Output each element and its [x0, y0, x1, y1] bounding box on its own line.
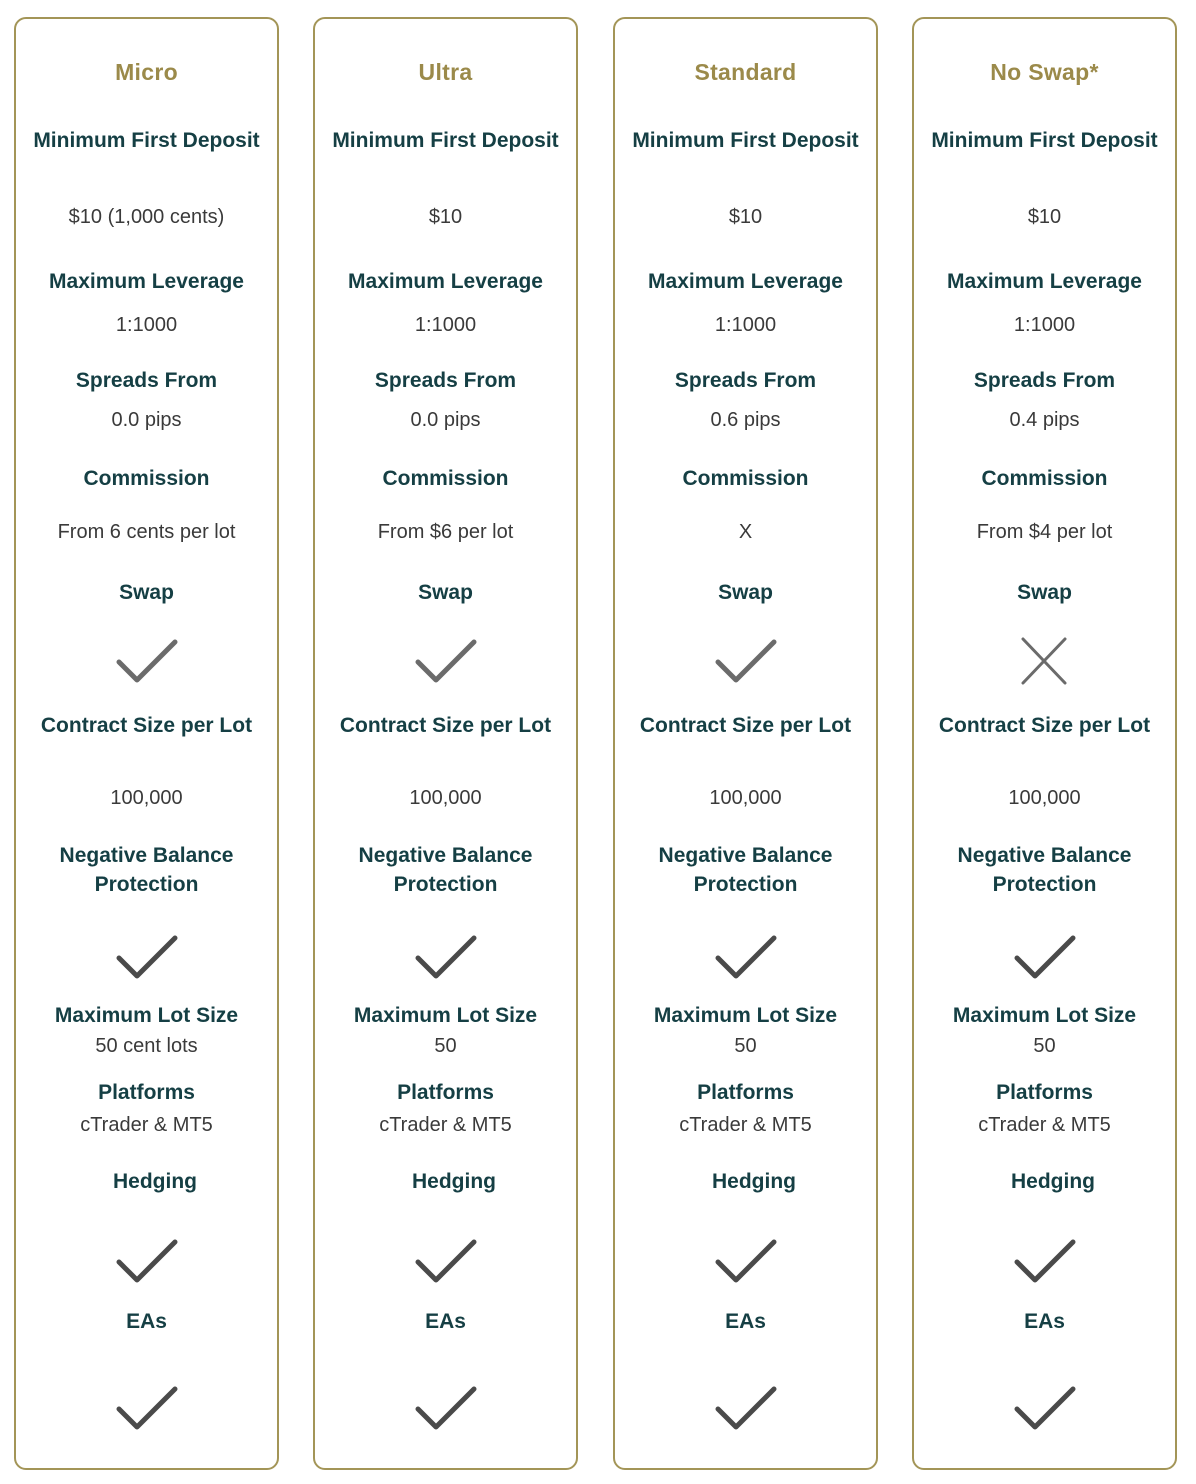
neg-balance-label: Negative Balance Protection: [59, 844, 234, 896]
swap-label: Swap: [119, 581, 174, 604]
check-icon: [1013, 1236, 1077, 1286]
eas-label: EAs: [425, 1310, 466, 1333]
min-deposit-value: $10: [428, 206, 463, 228]
min-deposit-value: $10 (1,000 cents): [68, 206, 225, 228]
platforms-value: cTrader & MT5: [679, 1114, 812, 1136]
max-leverage-label: Maximum Leverage: [947, 270, 1142, 293]
contract-size-label: Contract Size per Lot: [40, 714, 253, 737]
commission-label: Commission: [981, 467, 1108, 490]
check-icon: [714, 636, 778, 686]
platforms-label: Platforms: [98, 1081, 195, 1104]
check-icon: [115, 1383, 179, 1433]
hedging-label: Hedging: [412, 1170, 496, 1193]
min-deposit-label: Minimum First Deposit: [931, 129, 1158, 152]
hedging-label: Hedging: [113, 1170, 197, 1193]
commission-value: From $4 per lot: [976, 521, 1113, 543]
commission-value: From 6 cents per lot: [57, 521, 236, 543]
swap-label: Swap: [418, 581, 473, 604]
cross-icon: [1013, 636, 1077, 686]
contract-size-label: Contract Size per Lot: [639, 714, 852, 737]
eas-label: EAs: [1024, 1310, 1065, 1333]
spreads-value: 0.6 pips: [710, 409, 781, 431]
check-icon: [714, 1236, 778, 1286]
contract-size-label: Contract Size per Lot: [339, 714, 552, 737]
check-icon: [414, 636, 478, 686]
check-icon: [414, 932, 478, 982]
spreads-value: 0.0 pips: [410, 409, 481, 431]
max-leverage-label: Maximum Leverage: [49, 270, 244, 293]
contract-size-value: 100,000: [1008, 787, 1081, 809]
commission-label: Commission: [83, 467, 210, 490]
max-lot-value: 50 cent lots: [95, 1035, 198, 1057]
account-title: Micro: [115, 59, 178, 85]
min-deposit-label: Minimum First Deposit: [632, 129, 859, 152]
commission-value: From $6 per lot: [377, 521, 514, 543]
max-leverage-value: 1:1000: [714, 314, 777, 336]
eas-label: EAs: [126, 1310, 167, 1333]
hedging-label: Hedging: [712, 1170, 796, 1193]
platforms-value: cTrader & MT5: [978, 1114, 1111, 1136]
neg-balance-label: Negative Balance Protection: [658, 844, 833, 896]
check-icon: [414, 1383, 478, 1433]
min-deposit-label: Minimum First Deposit: [33, 129, 260, 152]
platforms-label: Platforms: [697, 1081, 794, 1104]
max-lot-label: Maximum Lot Size: [54, 1004, 239, 1027]
contract-size-value: 100,000: [709, 787, 782, 809]
max-lot-value: 50: [734, 1035, 757, 1057]
eas-label: EAs: [725, 1310, 766, 1333]
min-deposit-value: $10: [1027, 206, 1062, 228]
swap-label: Swap: [718, 581, 773, 604]
swap-label: Swap: [1017, 581, 1072, 604]
contract-size-value: 100,000: [110, 787, 183, 809]
check-icon: [115, 1236, 179, 1286]
platforms-label: Platforms: [996, 1081, 1093, 1104]
commission-label: Commission: [382, 467, 509, 490]
hedging-label: Hedging: [1011, 1170, 1095, 1193]
commission-value: X: [738, 521, 753, 543]
check-icon: [714, 1383, 778, 1433]
account-card-standard: [613, 17, 878, 1470]
max-leverage-value: 1:1000: [115, 314, 178, 336]
max-lot-label: Maximum Lot Size: [653, 1004, 838, 1027]
neg-balance-label: Negative Balance Protection: [358, 844, 533, 896]
spreads-label: Spreads From: [75, 369, 218, 392]
max-leverage-label: Maximum Leverage: [348, 270, 543, 293]
platforms-label: Platforms: [397, 1081, 494, 1104]
commission-label: Commission: [682, 467, 809, 490]
check-icon: [1013, 1383, 1077, 1433]
platforms-value: cTrader & MT5: [80, 1114, 213, 1136]
max-leverage-value: 1:1000: [414, 314, 477, 336]
account-title: Ultra: [418, 59, 473, 85]
account-card-ultra: [313, 17, 578, 1470]
spreads-label: Spreads From: [674, 369, 817, 392]
check-icon: [115, 636, 179, 686]
max-leverage-value: 1:1000: [1013, 314, 1076, 336]
neg-balance-label: Negative Balance Protection: [957, 844, 1132, 896]
max-leverage-label: Maximum Leverage: [648, 270, 843, 293]
account-title: No Swap*: [990, 59, 1099, 85]
spreads-value: 0.4 pips: [1009, 409, 1080, 431]
spreads-label: Spreads From: [973, 369, 1116, 392]
max-lot-value: 50: [434, 1035, 457, 1057]
contract-size-label: Contract Size per Lot: [938, 714, 1151, 737]
account-card-no-swap: [912, 17, 1177, 1470]
check-icon: [414, 1236, 478, 1286]
spreads-value: 0.0 pips: [111, 409, 182, 431]
min-deposit-label: Minimum First Deposit: [332, 129, 559, 152]
max-lot-label: Maximum Lot Size: [952, 1004, 1137, 1027]
max-lot-label: Maximum Lot Size: [353, 1004, 538, 1027]
check-icon: [714, 932, 778, 982]
platforms-value: cTrader & MT5: [379, 1114, 512, 1136]
min-deposit-value: $10: [728, 206, 763, 228]
account-card-micro: [14, 17, 279, 1470]
contract-size-value: 100,000: [409, 787, 482, 809]
max-lot-value: 50: [1033, 1035, 1056, 1057]
check-icon: [1013, 932, 1077, 982]
account-title: Standard: [694, 59, 797, 85]
check-icon: [115, 932, 179, 982]
spreads-label: Spreads From: [374, 369, 517, 392]
